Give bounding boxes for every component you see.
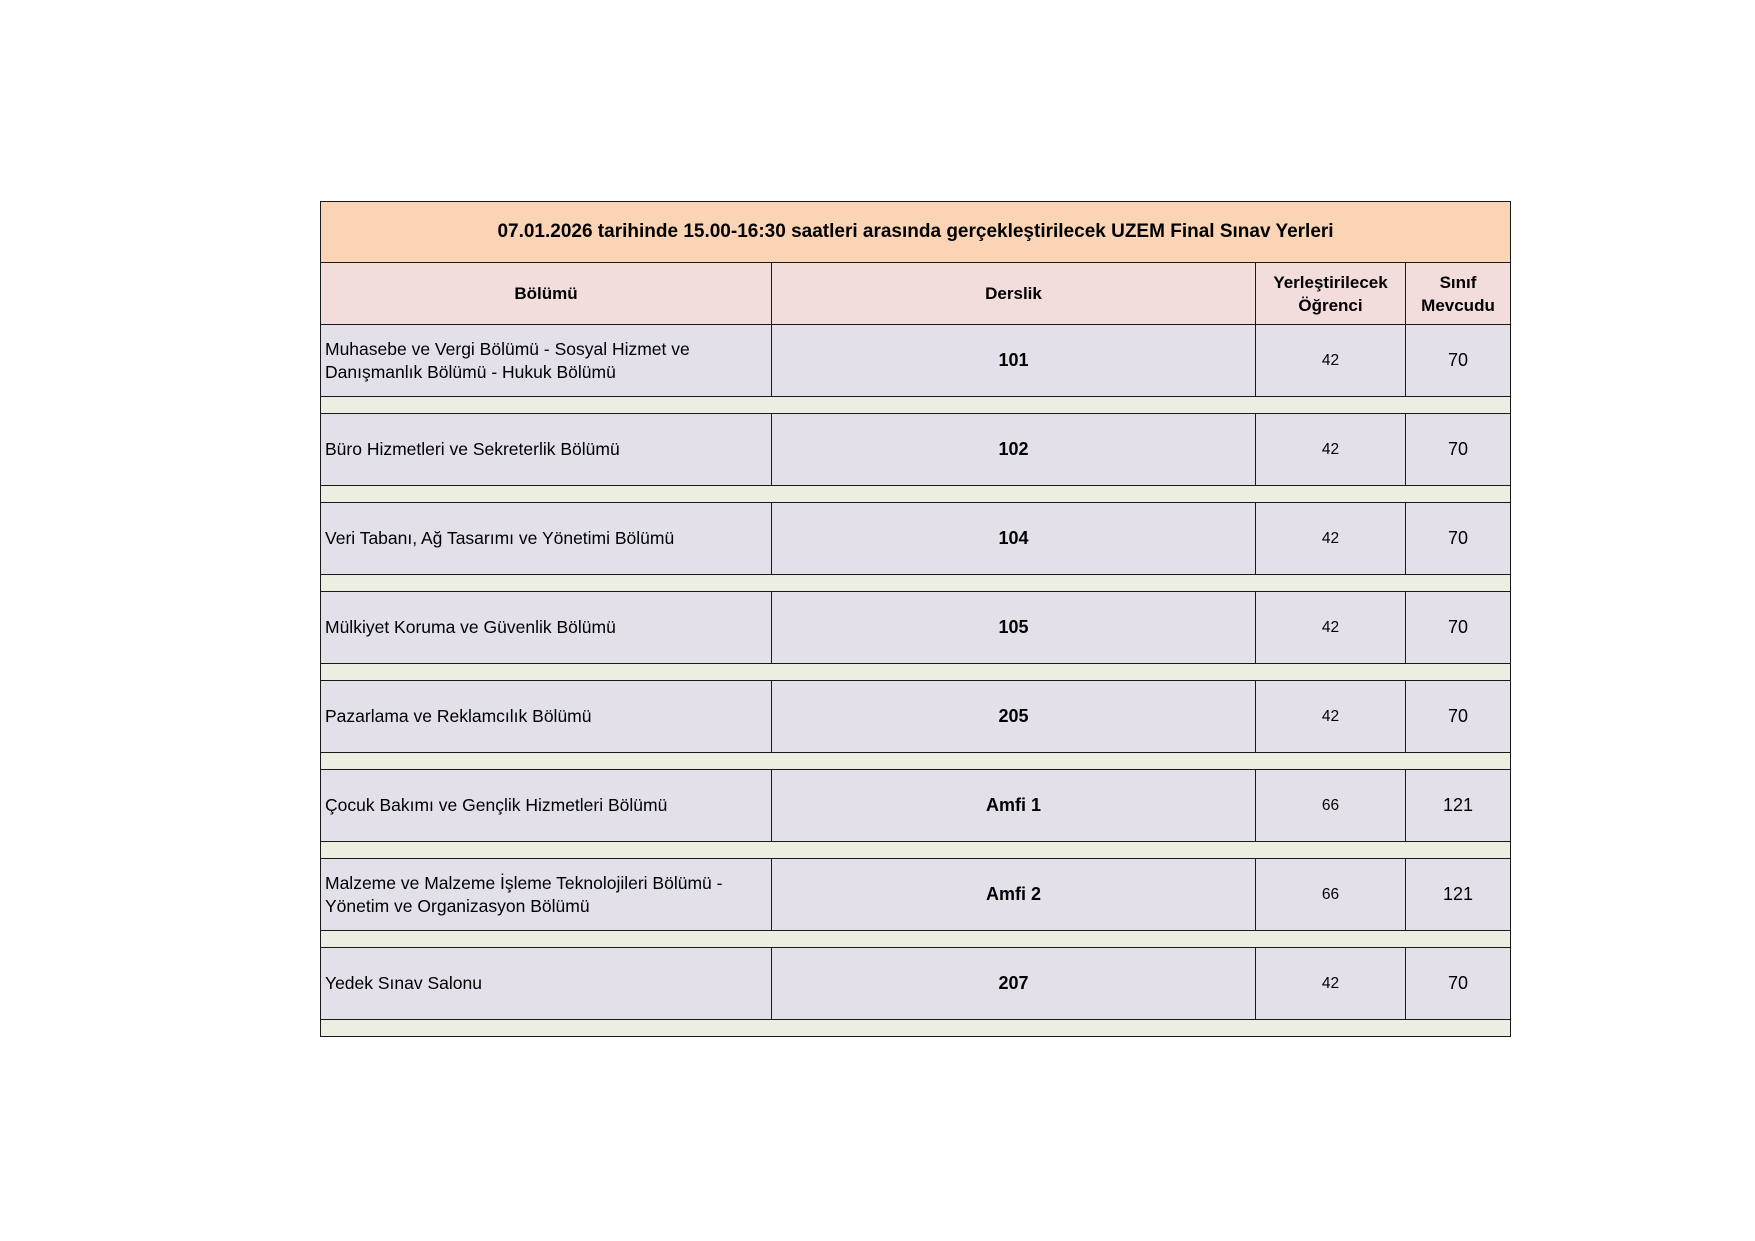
department-cell: Yedek Sınav Salonu	[321, 948, 772, 1020]
header-row	[321, 263, 1511, 325]
class-capacity-cell: 70	[1406, 503, 1511, 575]
room-cell: 105	[772, 592, 1256, 664]
department-cell: Pazarlama ve Reklamcılık Bölümü	[321, 681, 772, 753]
room-cell: 101	[772, 325, 1256, 397]
spacer-cell	[321, 842, 1511, 859]
header-department: Bölümü	[321, 263, 772, 325]
room-cell: 104	[772, 503, 1256, 575]
room-cell: 207	[772, 948, 1256, 1020]
header-placed-students: Yerleştirilecek Öğrenci	[1256, 263, 1406, 325]
department-cell: Büro Hizmetleri ve Sekreterlik Bölümü	[321, 414, 772, 486]
placed-students-cell: 42	[1256, 681, 1406, 753]
placed-students-cell: 42	[1256, 503, 1406, 575]
exam-schedule-table	[320, 201, 1511, 1037]
spacer-cell	[321, 664, 1511, 681]
table-row	[321, 503, 1511, 575]
placed-students-cell: 42	[1256, 325, 1406, 397]
schedule-body	[321, 325, 1511, 1037]
department-cell: Mülkiyet Koruma ve Güvenlik Bölümü	[321, 592, 772, 664]
spacer-cell	[321, 397, 1511, 414]
table-row	[321, 325, 1511, 397]
spacer-row	[321, 575, 1511, 592]
spacer-cell	[321, 931, 1511, 948]
table-row	[321, 948, 1511, 1020]
table-row	[321, 592, 1511, 664]
class-capacity-cell: 121	[1406, 859, 1511, 931]
table-row	[321, 859, 1511, 931]
spacer-cell	[321, 575, 1511, 592]
spacer-row	[321, 1020, 1511, 1037]
table-row	[321, 770, 1511, 842]
placed-students-cell: 42	[1256, 592, 1406, 664]
exam-schedule-sheet	[320, 201, 1510, 1037]
placed-students-cell: 42	[1256, 414, 1406, 486]
table-title: 07.01.2026 tarihinde 15.00-16:30 saatleri arasında gerçekleştirilecek UZEM Final Sınav Yerleri	[321, 202, 1511, 263]
spacer-cell	[321, 1020, 1511, 1037]
spacer-row	[321, 842, 1511, 859]
spacer-row	[321, 753, 1511, 770]
spacer-row	[321, 397, 1511, 414]
table-row	[321, 681, 1511, 753]
class-capacity-cell: 121	[1406, 770, 1511, 842]
title-row	[321, 202, 1511, 263]
spacer-cell	[321, 486, 1511, 503]
spacer-cell	[321, 753, 1511, 770]
room-cell: Amfi 2	[772, 859, 1256, 931]
department-cell: Malzeme ve Malzeme İşleme Teknolojileri Bölümü - Yönetim ve Organizasyon Bölümü	[321, 859, 772, 931]
placed-students-cell: 66	[1256, 859, 1406, 931]
table-row	[321, 414, 1511, 486]
spacer-row	[321, 486, 1511, 503]
room-cell: 102	[772, 414, 1256, 486]
department-cell: Çocuk Bakımı ve Gençlik Hizmetleri Bölümü	[321, 770, 772, 842]
department-cell: Muhasebe ve Vergi Bölümü - Sosyal Hizmet ve Danışmanlık Bölümü - Hukuk Bölümü	[321, 325, 772, 397]
placed-students-cell: 66	[1256, 770, 1406, 842]
class-capacity-cell: 70	[1406, 948, 1511, 1020]
spacer-row	[321, 931, 1511, 948]
class-capacity-cell: 70	[1406, 592, 1511, 664]
room-cell: Amfi 1	[772, 770, 1256, 842]
header-room: Derslik	[772, 263, 1256, 325]
placed-students-cell: 42	[1256, 948, 1406, 1020]
department-cell: Veri Tabanı, Ağ Tasarımı ve Yönetimi Bölümü	[321, 503, 772, 575]
room-cell: 205	[772, 681, 1256, 753]
spacer-row	[321, 664, 1511, 681]
header-class-capacity: Sınıf Mevcudu	[1406, 263, 1511, 325]
class-capacity-cell: 70	[1406, 325, 1511, 397]
class-capacity-cell: 70	[1406, 414, 1511, 486]
class-capacity-cell: 70	[1406, 681, 1511, 753]
